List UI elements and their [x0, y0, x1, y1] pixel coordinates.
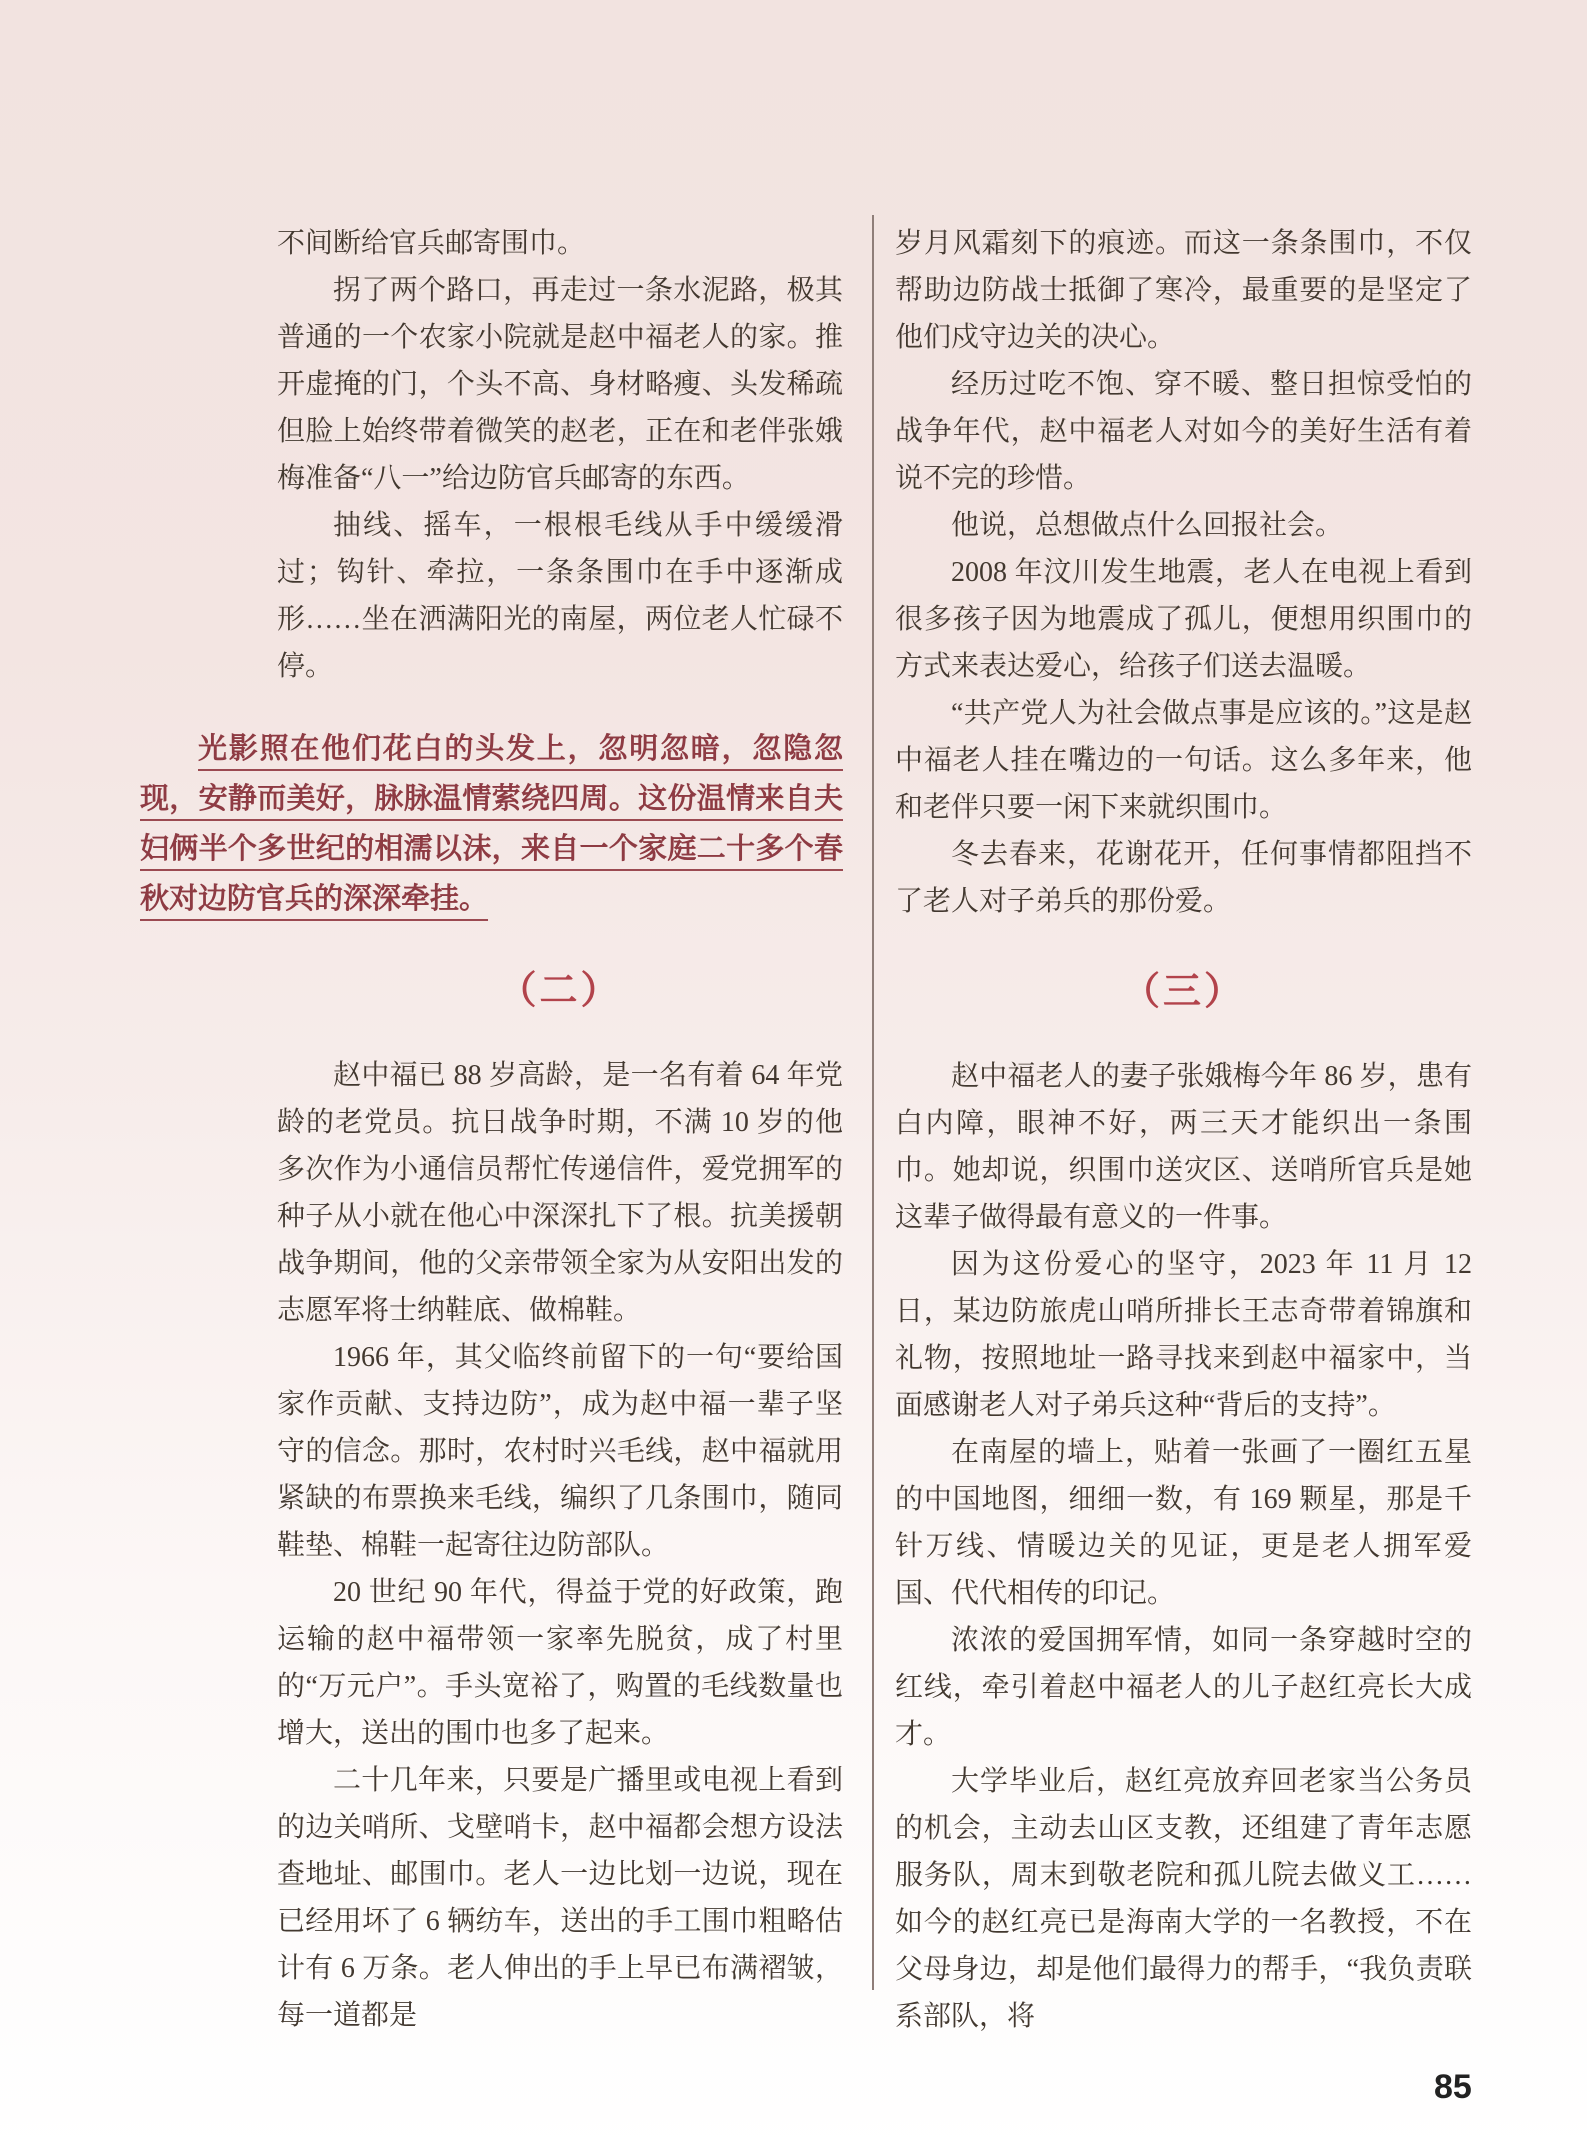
text-block: 光影照在他们花白的头发上，忽明忽暗，忽隐忽现，安静而美好，脉脉温情萦绕四周。这份温情来自夫妇俩半个多世纪的相濡以沫，来自一个家庭二十多个春秋对边防官兵的深深牵挂。 — [140, 733, 843, 915]
text-block: 在南屋的墙上，贴着一张画了一圈红五星的中国地图，细细一数，有 169 颗星，那是千针万线、情暖边关的见证，更是老人拥军爱国、代代相传的印记。 — [895, 1437, 1472, 1609]
text-block: 2008 年汶川发生地震，老人在电视上看到很多孩子因为地震成了孤儿，便想用织围巾的方式来表达爱心，给孩子们送去温暖。 — [895, 557, 1472, 682]
column-divider — [872, 215, 874, 1990]
text-block: （三） — [1121, 971, 1245, 1013]
text-block: 因为这份爱心的坚守，2023 年 11 月 12 日，某边防旅虎山哨所排长王志奇带着锦旗和礼物，按照地址一路寻找来到赵中福家中，当面感谢老人对子弟兵这种“背后的支持”。 — [895, 1249, 1472, 1421]
text-block: 不间断给官兵邮寄围巾。 — [277, 228, 586, 259]
text-block: 冬去春来，花谢花开，任何事情都阻挡不了老人对子弟兵的那份爱。 — [895, 839, 1472, 917]
text-block: 他说，总想做点什么回报社会。 — [951, 510, 1344, 541]
text-block: 二十几年来，只要是广播里或电视上看到的边关哨所、戈壁哨卡，赵中福都会想方设法查地址、邮围巾。老人一边比划一边说，现在已经用坏了 6 辆纺车，送出的手工围巾粗略估计有 6 万条。老人伸出的手上早已布满褶皱，每一道都是 — [277, 1765, 843, 2031]
text-block: （二） — [498, 970, 622, 1012]
text-block: 经历过吃不饱、穿不暖、整日担惊受怕的战争年代，赵中福老人对如今的美好生活有着说不完的珍惜。 — [895, 369, 1472, 494]
text-block: 抽线、摇车，一根根毛线从手中缓缓滑过；钩针、牵拉，一条条围巾在手中逐渐成形……坐在洒满阳光的南屋，两位老人忙碌不停。 — [277, 510, 843, 682]
text-block: 1966 年，其父临终前留下的一句“要给国家作贡献、支持边防”，成为赵中福一辈子坚守的信念。那时，农村时兴毛线，赵中福就用紧缺的布票换来毛线，编织了几条围巾，随同鞋垫、棉鞋一起寄往边防部队。 — [277, 1342, 843, 1561]
text-block: 赵中福已 88 岁高龄，是一名有着 64 年党龄的老党员。抗日战争时期，不满 10 岁的他多次作为小通信员帮忙传递信件，爱党拥军的种子从小就在他心中深深扎下了根。抗美援朝战争期间，他的父亲带领全家为从安阳出发的志愿军将士纳鞋底、做棉鞋。 — [277, 1060, 843, 1326]
left-column — [140, 220, 843, 2039]
page-number: 85 — [1434, 2068, 1472, 2106]
text-block: “共产党人为社会做点事是应该的。”这是赵中福老人挂在嘴边的一句话。这么多年来，他和老伴只要一闲下来就织围巾。 — [895, 698, 1472, 823]
text-block: 20 世纪 90 年代，得益于党的好政策，跑运输的赵中福带领一家率先脱贫，成了村里的“万元户”。手头宽裕了，购置的毛线数量也增大，送出的围巾也多了起来。 — [277, 1577, 843, 1749]
text-block: 赵中福老人的妻子张娥梅今年 86 岁，患有白内障，眼神不好，两三天才能织出一条围巾。她却说，织围巾送灾区、送哨所官兵是她这辈子做得最有意义的一件事。 — [895, 1061, 1472, 1233]
text-block: 拐了两个路口，再走过一条水泥路，极其普通的一个农家小院就是赵中福老人的家。推开虚掩的门，个头不高、身材略瘦、头发稀疏但脸上始终带着微笑的赵老，正在和老伴张娥梅准备“八一”给边防官兵邮寄的东西。 — [277, 275, 843, 494]
right-column — [895, 220, 1472, 2040]
text-block: 大学毕业后，赵红亮放弃回老家当公务员的机会，主动去山区支教，还组建了青年志愿服务队，周末到敬老院和孤儿院去做义工……如今的赵红亮已是海南大学的一名教授，不在父母身边，却是他们最得力的帮手，“我负责联系部队，将 — [895, 1766, 1472, 2032]
text-block: 岁月风霜刻下的痕迹。而这一条条围巾，不仅帮助边防战士抵御了寒冷，最重要的是坚定了他们戍守边关的决心。 — [895, 228, 1472, 353]
text-block: 浓浓的爱国拥军情，如同一条穿越时空的红线，牵引着赵中福老人的儿子赵红亮长大成才。 — [895, 1625, 1472, 1750]
